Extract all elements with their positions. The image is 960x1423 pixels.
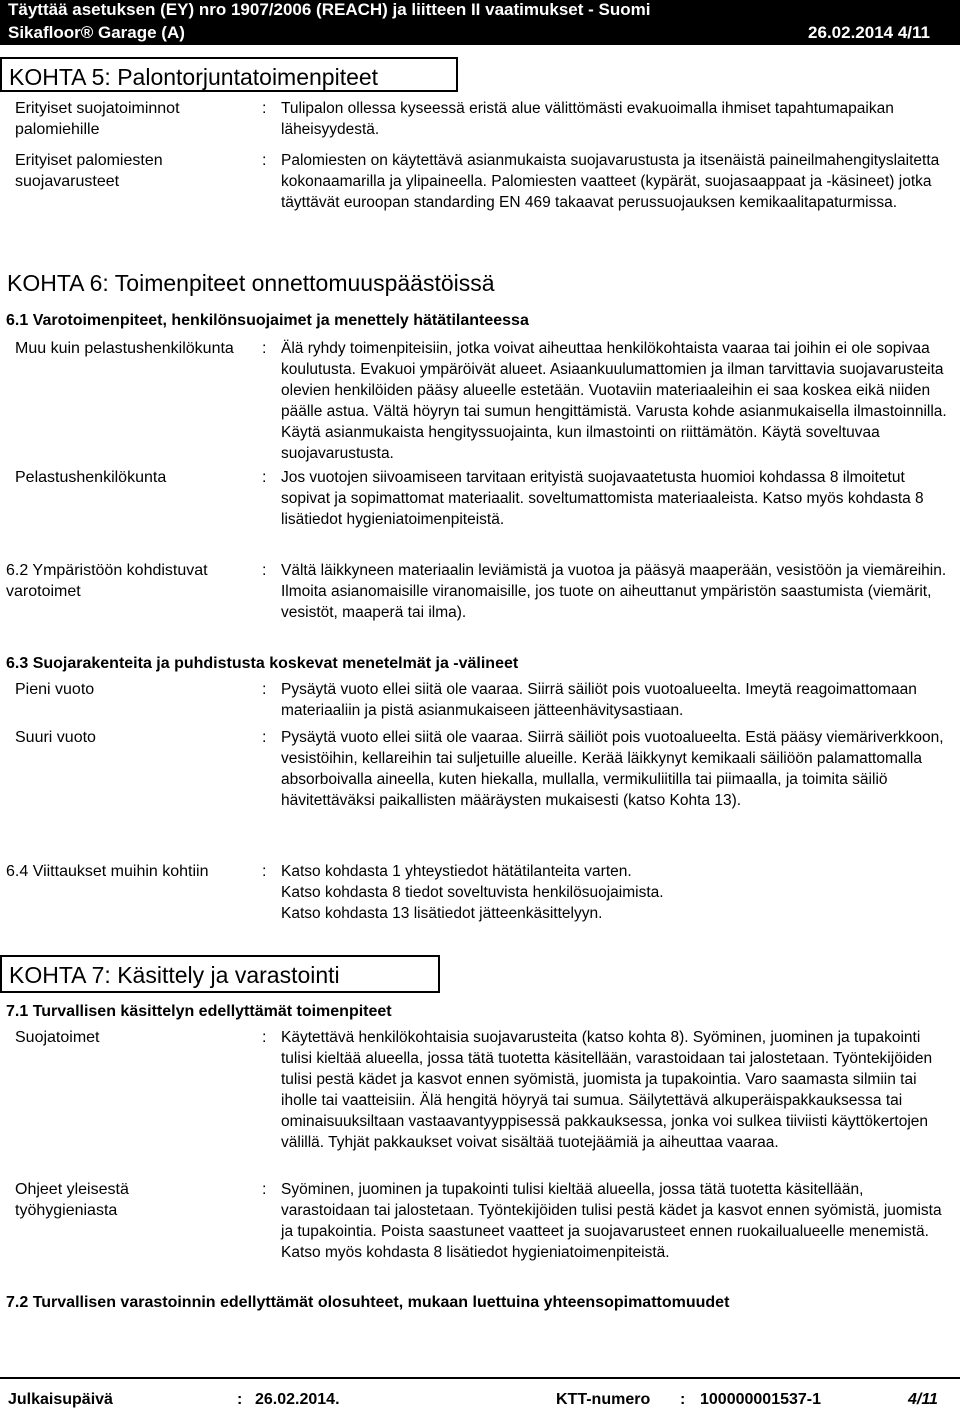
- subsection-6-2-label: 6.2 Ympäristöön kohdistuvat varotoimet: [6, 562, 208, 600]
- row-text: Jos vuotojen siivoamiseen tarvitaan erityistä suojavaatetusta huomioi kohdassa 8 ilmoitetut sopivat ja sopimattomat materiaalit. soveltumattomista materiaaleista. Katso myös kohdasta 8 lisätiedot hygieniatoimenpiteistä.: [281, 469, 924, 528]
- colon: :: [262, 100, 267, 117]
- row-text: Älä ryhdy toimenpiteisiin, jotka voivat aiheuttaa henkilökohtaista vaaraa tai joihin ei ole sopivaa koulutusta. Evakuoi ympäröivät alueet. Asiaankuulumattomien ja ilman tarvittavia suojavarusteita olevien henkilöiden pääsy alueelle estetään. Vuotaviin materiaaleihin ei saa koskea eikä niiden päälle astua. Vältä höyryn tai sumun hengittämistä. Varusta kohde asianmukaisella ilmastoinnilla. Käytä asianmukaista hengityssuojainta, kun ilmastointi on riittämätön. Käytä soveltuvaa suojavarustusta.: [281, 340, 947, 462]
- section-5-title: KOHTA 5: Palontorjuntatoimenpiteet: [9, 64, 379, 90]
- section-7-title: KOHTA 7: Käsittely ja varastointi: [9, 962, 340, 988]
- colon: :: [237, 1391, 243, 1408]
- row-text: Syöminen, juominen ja tupakointi tulisi kieltää alueella, jossa tätä tuotetta käsitellään, varastoidaan tai jalostetaan. Työntekijöiden tulisi pestä kädet ja kasvot ennen syömistä, juomista ja tupakointia. Poista saastuneet vaatteet ja suojavarusteet ennen ruokailualueelle menemistä. Katso myös kohdasta 8 lisätiedot hygieniatoimenpiteistä.: [281, 1181, 942, 1261]
- subsection-6-4-label: 6.4 Viittaukset muihin kohtiin: [6, 863, 209, 880]
- row-text: Pysäytä vuoto ellei siitä ole vaaraa. Siirrä säiliöt pois vuotoalueelta. Estä pääsy viemäriverkkoon, vesistöihin, kellareihin tai suljetuille alueille. Kerää läikkynyt kemikaali säiliöön palamattomalla absorboivalla aineella, kuten hiekalla, mullalla, vermikuliitilla tai piimaalla, ja toimita säiliö hävitettäväksi paikallisten määräysten mukaisesti (katso Kohta 13).: [281, 729, 944, 809]
- colon: :: [262, 681, 267, 698]
- subsection-7-2: 7.2 Turvallisen varastoinnin edellyttämät olosuhteet, mukaan luettuina yhteensopimattomuudet: [6, 1294, 730, 1311]
- page-number: 4/11: [908, 1391, 938, 1408]
- row-label: Pelastushenkilökunta: [15, 469, 167, 486]
- ktt-label: KTT-numero: [556, 1391, 651, 1408]
- colon: :: [262, 863, 267, 880]
- row-label: Ohjeet yleisestä työhygieniasta: [15, 1181, 129, 1219]
- subsection-7-1: 7.1 Turvallisen käsittelyn edellyttämät toimenpiteet: [6, 1003, 392, 1020]
- colon: :: [680, 1391, 686, 1408]
- ktt-number: 100000001537-1: [700, 1391, 822, 1408]
- issue-date-label: Julkaisupäivä: [8, 1391, 113, 1408]
- row-text: Palomiesten on käytettävä asianmukaista suojavarustusta ja itsenäistä paineilmahengityslaitetta kokonaamarilla ja ylipaineella. Palomiesten vaatteet (kypärät, suojasaappaat ja -käsineet) jotka täyttävät euroopan standarding EN 469 takaavat perussuojauksen kemikaalitapaturmissa.: [281, 152, 940, 211]
- references-list: [281, 861, 953, 924]
- colon: :: [262, 1029, 267, 1046]
- row-label: Suuri vuoto: [15, 729, 96, 746]
- colon: :: [262, 729, 267, 746]
- section-6-heading: [0, 265, 595, 300]
- subsection-6-1: 6.1 Varotoimenpiteet, henkilönsuojaimet ja menettely hätätilanteessa: [6, 312, 529, 329]
- subsection-6-3: 6.3 Suojarakenteita ja puhdistusta koskevat menetelmät ja -välineet: [6, 655, 519, 672]
- row-label: Pieni vuoto: [15, 681, 95, 698]
- reference-line: Katso kohdasta 8 tiedot soveltuvista henkilösuojaimista.: [281, 884, 664, 901]
- reference-line: Katso kohdasta 1 yhteystiedot hätätilanteita varten.: [281, 863, 632, 880]
- document-header: [0, 0, 960, 45]
- colon: :: [262, 1181, 267, 1198]
- section-6-title: KOHTA 6: Toimenpiteet onnettomuuspäästöissä: [7, 270, 495, 296]
- row-label: Erityiset palomiesten suojavarusteet: [15, 152, 163, 190]
- row-label: Muu kuin pelastushenkilökunta: [15, 340, 234, 357]
- reference-line: Katso kohdasta 13 lisätiedot jätteenkäsittelyyn.: [281, 905, 603, 922]
- colon: :: [262, 562, 267, 579]
- colon: :: [262, 469, 267, 486]
- row-label: Erityiset suojatoiminnot palomiehille: [15, 100, 180, 138]
- product-name: Sikafloor® Garage (A): [8, 23, 185, 42]
- row-text: Käytettävä henkilökohtaisia suojavarusteita (katso kohta 8). Syöminen, juominen ja tupakointi tulisi kieltää alueella, jossa tätä tuotetta käsitellään, varastoidaan tai jalostetaan. Työntekijöiden tulisi pestä kädet ja kasvot ennen syömistä, juomista ja tupakointia. Varo saamasta silmiin tai iholle tai vaatteisiin. Älä hengitä höyryä tai sumua. Säilytettävä alkuperäispakkauksessa tai ominaisuuksiltaan vastaavantyyppisessä pakkauksessa, jonka voi sulkea tiiviisti käyttökertojen välillä. Tyhjät pakkaukset voivat sisältää tuotejäämiä ja aiheuttaa vaaraa.: [281, 1029, 933, 1151]
- footer-divider: [0, 1377, 960, 1379]
- row-text: Vältä läikkyneen materiaalin leviämistä ja vuotoa ja pääsyä maaperään, vesistöön ja viemäreihin. Ilmoita asianomaisille viranomaisille, jos tuote on aiheuttanut ympäristön saastumista (viemärit, vesistöt, maaperä tai ilma).: [281, 562, 947, 621]
- colon: :: [262, 152, 267, 169]
- regulation-title: Täyttää asetuksen (EY) nro 1907/2006 (REACH) ja liitteen II vaatimukset - Suomi: [8, 0, 651, 19]
- section-5-heading: [0, 57, 458, 92]
- row-text: Pysäytä vuoto ellei siitä ole vaaraa. Siirrä säiliöt pois vuotoalueelta. Imeytä reagoimattomaan materiaaliin ja pistä asianmukaiseen jätteenhävitysastiaan.: [281, 681, 917, 719]
- row-label: Suojatoimet: [15, 1029, 100, 1046]
- date-page: 26.02.2014 4/11: [808, 23, 930, 42]
- row-text: Tulipalon ollessa kyseessä eristä alue välittömästi evakuoimalla ihmiset tapahtumapaikan läheisyydestä.: [281, 100, 894, 138]
- issue-date: 26.02.2014.: [255, 1391, 340, 1408]
- colon: :: [262, 340, 267, 357]
- section-7-heading: [0, 955, 440, 993]
